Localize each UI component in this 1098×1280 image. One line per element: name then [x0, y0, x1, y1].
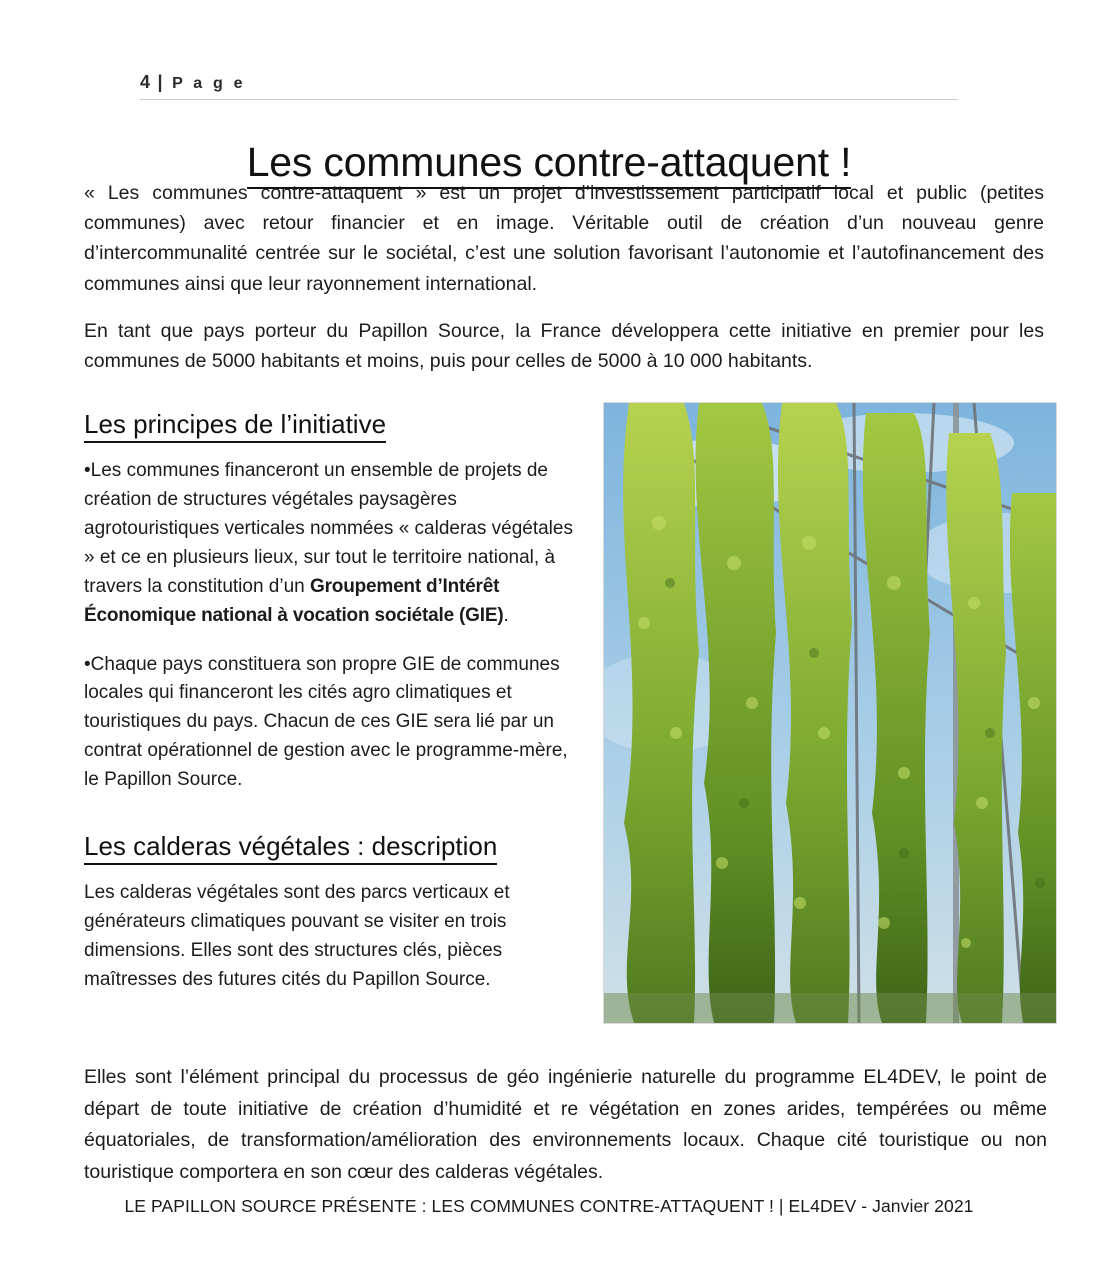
bullet-text-tail: .	[503, 604, 509, 626]
paragraph-calderas-description: Les calderas végétales sont des parcs verticaux et générateurs climatiques pouvant se visiter en trois dimensions. Elles sont des structures clés, pièces maîtresses des futures cités du Papillon Source.	[84, 881, 510, 990]
header-page-number: 4	[140, 72, 151, 92]
left-column	[84, 393, 584, 994]
bullet-text: •Chaque pays constituera son propre GIE de communes locales qui financeront les cités agro climatiques et touristiques du pays. Chacun de ces GIE sera lié par un contrat opérationnel de gestion avec le programme-mère, le Papillon Source.	[84, 653, 568, 791]
page-title-text: Les communes contre-attaquent !	[247, 139, 852, 189]
page-footer	[0, 1196, 1098, 1217]
section-heading-calderas: Les calderas végétales : description	[84, 831, 497, 865]
photo-calderas-vegetales	[603, 402, 1057, 1024]
photo-illustration	[604, 403, 1056, 1023]
bullet-item	[84, 651, 584, 795]
intro-paragraph-1: « Les communes contre-attaquent » est un projet d’investissement participatif local et public (petites communes) avec retour financier et en image. Véritable outil de création d’un nouveau genre d’intercommunalité centrée sur le sociétal, c’est une solution favorisant l’autonomie et l’autofinancement des communes ainsi que leur rayonnement international.	[84, 182, 1044, 295]
closing-paragraph: Elles sont l’élément principal du processus de géo ingénierie naturelle du programme EL4DEV, le point de départ de toute initiative de création d’humidité et re végétation en zones arides, tempérées ou même équatoriales, de transformation/amélioration des environnements locaux. Chaque cité touristique ou non touristique comportera en son cœur des calderas végétales.	[84, 1066, 1047, 1183]
footer-text: LE PAPILLON SOURCE PRÉSENTE : LES COMMUNES CONTRE-ATTAQUENT ! | EL4DEV - Janvier 2021	[124, 1196, 974, 1216]
header-separator: |	[157, 72, 164, 92]
page-header	[140, 72, 958, 100]
header-page-word: P a g e	[172, 75, 246, 92]
intro-paragraph-2: En tant que pays porteur du Papillon Source, la France développera cette initiative en premier pour les communes de 5000 habitants et moins, puis pour celles de 5000 à 10 000 habitants.	[84, 319, 1044, 373]
bullet-text: •Les communes financeront un ensemble de projets de création de structures végétales paysagères agrotouristiques verticales nommées « calderas végétales » et ce en plusieurs lieux, sur tout le territoire national, à travers la constitution d’un	[84, 460, 573, 597]
closing-paragraph-block	[84, 1062, 1047, 1188]
section-heading-principes: Les principes de l’initiative	[84, 409, 386, 443]
bullet-item	[84, 457, 584, 630]
bullet-text-emphasis: Groupement d’Intérêt Économique national à vocation sociétale (GIE)	[84, 575, 504, 626]
